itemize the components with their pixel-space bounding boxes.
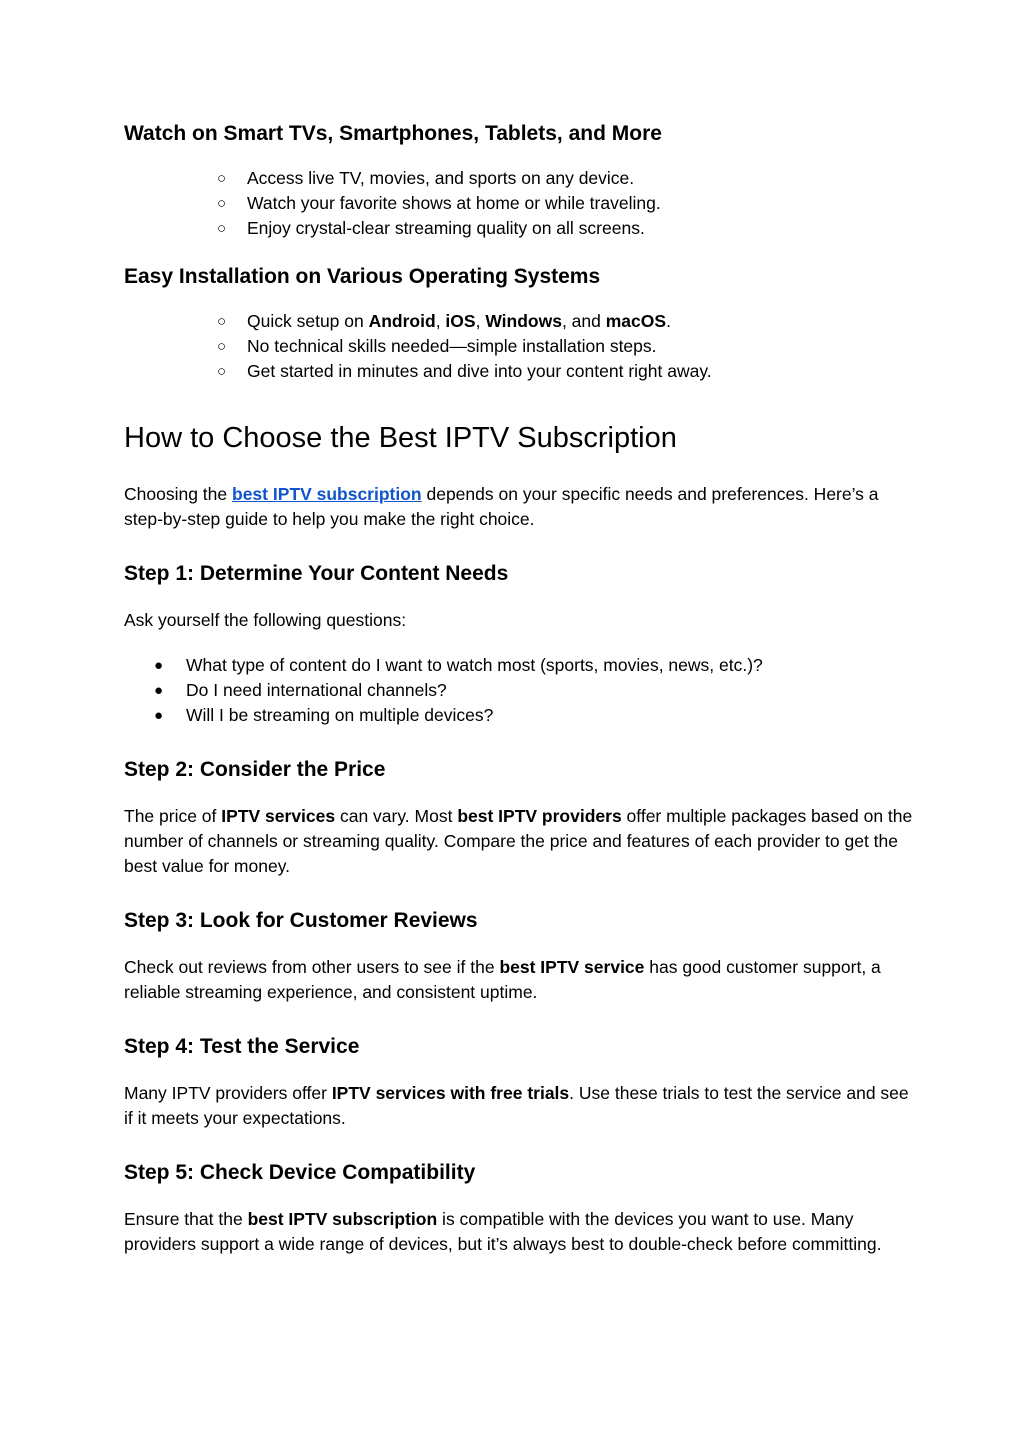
choose-intro: Choosing the best IPTV subscription depends on your specific needs and preferences. Here’s a step-by-step guide to help you make the right choice. <box>124 484 879 529</box>
devices-list <box>124 166 914 241</box>
list-item: ● What type of content do I want to watch most (sports, movies, news, etc.)? <box>124 653 914 678</box>
heading-step3: Step 3: Look for Customer Reviews <box>124 909 478 932</box>
step2-text: The price of IPTV services can vary. Most best IPTV providers offer multiple packages based on the number of channels or streaming quality. Compare the price and features of each provider to get the best value for money. <box>124 806 913 876</box>
best-iptv-subscription-link[interactable]: best IPTV subscription <box>232 484 422 504</box>
disc-bullet-icon: ● <box>154 682 164 699</box>
list-item: ● Do I need international channels? <box>124 678 914 703</box>
circle-bullet-icon: ○ <box>217 313 227 330</box>
list-item: ○ Get started in minutes and dive into your content right away. <box>124 359 914 384</box>
circle-bullet-icon: ○ <box>217 338 227 355</box>
step1-list <box>124 653 914 728</box>
circle-bullet-icon: ○ <box>217 220 227 237</box>
step3-text: Check out reviews from other users to see if the best IPTV service has good customer support, a reliable streaming experience, and consistent uptime. <box>124 957 881 1002</box>
heading-step2: Step 2: Consider the Price <box>124 758 386 781</box>
document-page <box>124 120 914 1257</box>
list-item: ● Will I be streaming on multiple devices? <box>124 703 914 728</box>
disc-bullet-icon: ● <box>154 707 164 724</box>
step5-text: Ensure that the best IPTV subscription is compatible with the devices you want to use. Many providers support a wide range of devices, but it’s always best to double-check before committing. <box>124 1209 882 1254</box>
heading-devices: Watch on Smart TVs, Smartphones, Tablets, and More <box>124 122 662 145</box>
circle-bullet-icon: ○ <box>217 195 227 212</box>
step1-text: Ask yourself the following questions: <box>124 610 407 630</box>
heading-choose: How to Choose the Best IPTV Subscription <box>124 422 677 454</box>
circle-bullet-icon: ○ <box>217 170 227 187</box>
install-list <box>124 309 914 384</box>
list-item: ○ No technical skills needed—simple installation steps. <box>124 334 914 359</box>
list-item: ○ Watch your favorite shows at home or while traveling. <box>124 191 914 216</box>
list-item: ○ Quick setup on Android, iOS, Windows, and macOS. <box>124 309 914 334</box>
step4-text: Many IPTV providers offer IPTV services with free trials. Use these trials to test the service and see if it meets your expectations. <box>124 1083 909 1128</box>
circle-bullet-icon: ○ <box>217 363 227 380</box>
list-item: ○ Enjoy crystal-clear streaming quality on all screens. <box>124 216 914 241</box>
heading-step4: Step 4: Test the Service <box>124 1035 360 1058</box>
heading-step1: Step 1: Determine Your Content Needs <box>124 562 509 585</box>
heading-step5: Step 5: Check Device Compatibility <box>124 1161 476 1184</box>
disc-bullet-icon: ● <box>154 657 164 674</box>
list-item: ○ Access live TV, movies, and sports on any device. <box>124 166 914 191</box>
heading-install: Easy Installation on Various Operating Systems <box>124 265 601 288</box>
